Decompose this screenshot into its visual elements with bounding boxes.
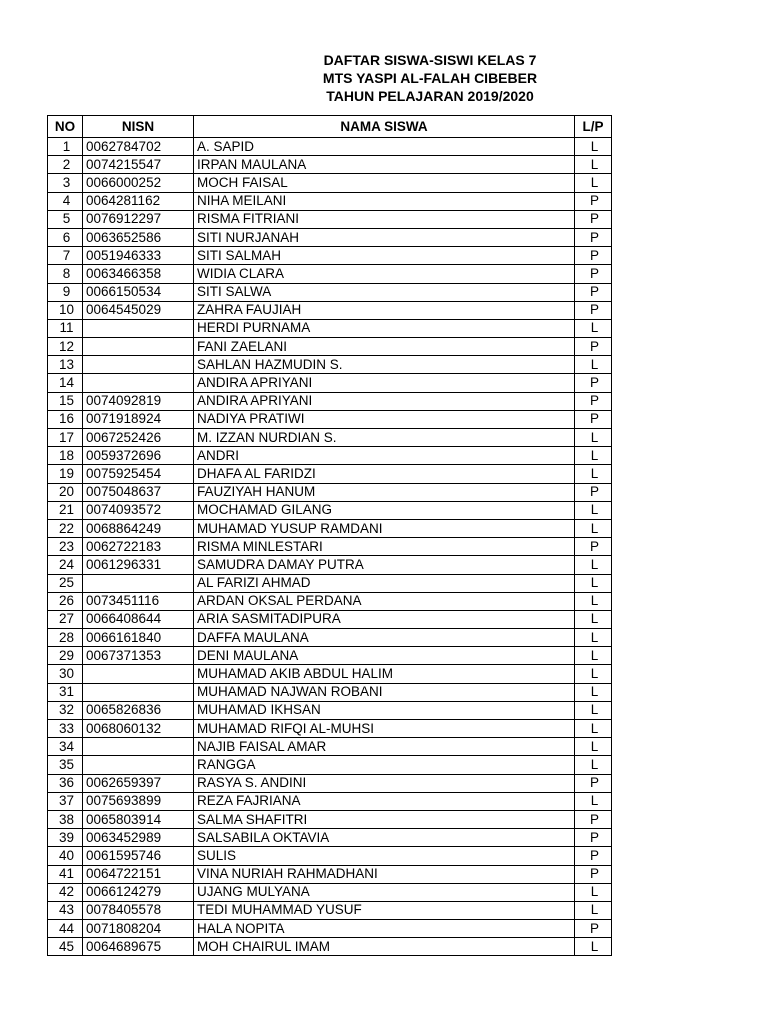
row-number: 17 bbox=[48, 429, 83, 447]
student-name-cell: HALA NOPITA bbox=[194, 920, 575, 938]
student-name-cell: VINA NURIAH RAHMADHANI bbox=[194, 865, 575, 883]
student-name-cell: HERDI PURNAMA bbox=[194, 319, 575, 337]
row-number: 35 bbox=[48, 756, 83, 774]
table-row bbox=[48, 392, 612, 410]
gender-cell: L bbox=[575, 465, 612, 483]
student-name-cell: WIDIA CLARA bbox=[194, 265, 575, 283]
student-name-cell: NADIYA PRATIWI bbox=[194, 410, 575, 428]
student-name-cell: ANDIRA APRIYANI bbox=[194, 392, 575, 410]
table-row bbox=[48, 610, 612, 628]
gender-cell: P bbox=[575, 228, 612, 246]
column-header-lp: L/P bbox=[575, 116, 612, 138]
row-number: 45 bbox=[48, 938, 83, 956]
table-row bbox=[48, 356, 612, 374]
student-name-cell: NIHA MEILANI bbox=[194, 192, 575, 210]
gender-cell: P bbox=[575, 483, 612, 501]
nisn-cell: 0065826836 bbox=[83, 701, 194, 719]
gender-cell: L bbox=[575, 901, 612, 919]
nisn-cell: 0067371353 bbox=[83, 647, 194, 665]
table-row bbox=[48, 592, 612, 610]
row-number: 19 bbox=[48, 465, 83, 483]
table-row bbox=[48, 301, 612, 319]
table-row bbox=[48, 756, 612, 774]
student-name-cell: ANDIRA APRIYANI bbox=[194, 374, 575, 392]
table-row bbox=[48, 210, 612, 228]
gender-cell: L bbox=[575, 556, 612, 574]
table-row bbox=[48, 774, 612, 792]
table-row bbox=[48, 174, 612, 192]
table-row bbox=[48, 265, 612, 283]
title-line-3: TAHUN PELAJARAN 2019/2020 bbox=[326, 88, 534, 104]
student-name-cell: RISMA MINLESTARI bbox=[194, 538, 575, 556]
nisn-cell bbox=[83, 356, 194, 374]
row-number: 5 bbox=[48, 210, 83, 228]
row-number: 31 bbox=[48, 683, 83, 701]
student-name-cell: SAHLAN HAZMUDIN S. bbox=[194, 356, 575, 374]
student-name-cell: ANDRI bbox=[194, 447, 575, 465]
column-header-nama-siswa: NAMA SISWA bbox=[194, 116, 575, 138]
table-header-row bbox=[48, 116, 612, 138]
nisn-cell: 0078405578 bbox=[83, 901, 194, 919]
row-number: 40 bbox=[48, 847, 83, 865]
nisn-cell: 0074093572 bbox=[83, 501, 194, 519]
student-name-cell: SALMA SHAFITRI bbox=[194, 810, 575, 828]
table-row bbox=[48, 228, 612, 246]
nisn-cell: 0075693899 bbox=[83, 792, 194, 810]
nisn-cell: 0066124279 bbox=[83, 883, 194, 901]
nisn-cell bbox=[83, 738, 194, 756]
row-number: 33 bbox=[48, 720, 83, 738]
row-number: 24 bbox=[48, 556, 83, 574]
row-number: 28 bbox=[48, 629, 83, 647]
row-number: 37 bbox=[48, 792, 83, 810]
nisn-cell: 0062659397 bbox=[83, 774, 194, 792]
table-row bbox=[48, 683, 612, 701]
student-name-cell: FANI ZAELANI bbox=[194, 338, 575, 356]
title-line-2: MTS YASPI AL-FALAH CIBEBER bbox=[322, 70, 538, 86]
nisn-cell: 0067252426 bbox=[83, 429, 194, 447]
table-row bbox=[48, 883, 612, 901]
row-number: 21 bbox=[48, 501, 83, 519]
gender-cell: P bbox=[575, 829, 612, 847]
gender-cell: L bbox=[575, 574, 612, 592]
gender-cell: L bbox=[575, 610, 612, 628]
table-row bbox=[48, 810, 612, 828]
row-number: 18 bbox=[48, 447, 83, 465]
row-number: 10 bbox=[48, 301, 83, 319]
nisn-cell: 0061595746 bbox=[83, 847, 194, 865]
student-name-cell: A. SAPID bbox=[194, 138, 575, 156]
student-name-cell: ZAHRA FAUJIAH bbox=[194, 301, 575, 319]
gender-cell: L bbox=[575, 356, 612, 374]
row-number: 36 bbox=[48, 774, 83, 792]
gender-cell: P bbox=[575, 210, 612, 228]
student-name-cell: DAFFA MAULANA bbox=[194, 629, 575, 647]
student-roster-table bbox=[47, 115, 612, 956]
nisn-cell: 0073451116 bbox=[83, 592, 194, 610]
student-name-cell: SITI NURJANAH bbox=[194, 228, 575, 246]
nisn-cell: 0061296331 bbox=[83, 556, 194, 574]
student-name-cell: MUHAMAD RIFQI AL-MUHSI bbox=[194, 720, 575, 738]
student-name-cell: SITI SALMAH bbox=[194, 247, 575, 265]
row-number: 30 bbox=[48, 665, 83, 683]
nisn-cell bbox=[83, 319, 194, 337]
gender-cell: L bbox=[575, 647, 612, 665]
student-name-cell: UJANG MULYANA bbox=[194, 883, 575, 901]
table-row bbox=[48, 629, 612, 647]
table-row bbox=[48, 720, 612, 738]
nisn-cell: 0051946333 bbox=[83, 247, 194, 265]
gender-cell: L bbox=[575, 883, 612, 901]
gender-cell: L bbox=[575, 447, 612, 465]
gender-cell: P bbox=[575, 283, 612, 301]
table-row bbox=[48, 792, 612, 810]
nisn-cell: 0063652586 bbox=[83, 228, 194, 246]
nisn-cell: 0074215547 bbox=[83, 156, 194, 174]
student-name-cell: SITI SALWA bbox=[194, 283, 575, 301]
column-header-nisn: NISN bbox=[83, 116, 194, 138]
table-row bbox=[48, 283, 612, 301]
table-row bbox=[48, 447, 612, 465]
row-number: 15 bbox=[48, 392, 83, 410]
student-name-cell: FAUZIYAH HANUM bbox=[194, 483, 575, 501]
gender-cell: P bbox=[575, 810, 612, 828]
table-row bbox=[48, 738, 612, 756]
column-header-no: NO bbox=[48, 116, 83, 138]
row-number: 6 bbox=[48, 228, 83, 246]
gender-cell: P bbox=[575, 301, 612, 319]
table-row bbox=[48, 247, 612, 265]
document-header bbox=[210, 51, 650, 105]
row-number: 44 bbox=[48, 920, 83, 938]
student-name-cell: MUHAMAD YUSUP RAMDANI bbox=[194, 519, 575, 537]
gender-cell: L bbox=[575, 738, 612, 756]
row-number: 20 bbox=[48, 483, 83, 501]
gender-cell: P bbox=[575, 338, 612, 356]
nisn-cell: 0064545029 bbox=[83, 301, 194, 319]
title-line-1: DAFTAR SISWA-SISWI KELAS 7 bbox=[323, 52, 537, 68]
nisn-cell: 0064689675 bbox=[83, 938, 194, 956]
student-name-cell: MOH CHAIRUL IMAM bbox=[194, 938, 575, 956]
row-number: 4 bbox=[48, 192, 83, 210]
gender-cell: L bbox=[575, 629, 612, 647]
student-name-cell: NAJIB FAISAL AMAR bbox=[194, 738, 575, 756]
table-row bbox=[48, 519, 612, 537]
gender-cell: P bbox=[575, 247, 612, 265]
gender-cell: L bbox=[575, 683, 612, 701]
row-number: 34 bbox=[48, 738, 83, 756]
gender-cell: P bbox=[575, 374, 612, 392]
gender-cell: L bbox=[575, 592, 612, 610]
nisn-cell: 0066000252 bbox=[83, 174, 194, 192]
gender-cell: P bbox=[575, 865, 612, 883]
gender-cell: P bbox=[575, 538, 612, 556]
student-name-cell: MOCH FAISAL bbox=[194, 174, 575, 192]
student-name-cell: M. IZZAN NURDIAN S. bbox=[194, 429, 575, 447]
nisn-cell: 0059372696 bbox=[83, 447, 194, 465]
row-number: 12 bbox=[48, 338, 83, 356]
row-number: 39 bbox=[48, 829, 83, 847]
student-name-cell: SAMUDRA DAMAY PUTRA bbox=[194, 556, 575, 574]
student-name-cell: DHAFA AL FARIDZI bbox=[194, 465, 575, 483]
nisn-cell: 0063466358 bbox=[83, 265, 194, 283]
nisn-cell: 0075048637 bbox=[83, 483, 194, 501]
nisn-cell: 0062722183 bbox=[83, 538, 194, 556]
row-number: 2 bbox=[48, 156, 83, 174]
table-row bbox=[48, 429, 612, 447]
gender-cell: L bbox=[575, 319, 612, 337]
student-name-cell: MUHAMAD IKHSAN bbox=[194, 701, 575, 719]
nisn-cell: 0075925454 bbox=[83, 465, 194, 483]
gender-cell: L bbox=[575, 138, 612, 156]
table-row bbox=[48, 901, 612, 919]
table-row bbox=[48, 920, 612, 938]
gender-cell: L bbox=[575, 156, 612, 174]
row-number: 41 bbox=[48, 865, 83, 883]
nisn-cell: 0071918924 bbox=[83, 410, 194, 428]
nisn-cell: 0064281162 bbox=[83, 192, 194, 210]
table-row bbox=[48, 156, 612, 174]
table-row bbox=[48, 701, 612, 719]
student-name-cell: MOCHAMAD GILANG bbox=[194, 501, 575, 519]
table-row bbox=[48, 829, 612, 847]
nisn-cell bbox=[83, 665, 194, 683]
gender-cell: P bbox=[575, 847, 612, 865]
nisn-cell bbox=[83, 574, 194, 592]
nisn-cell: 0064722151 bbox=[83, 865, 194, 883]
student-name-cell: RANGGA bbox=[194, 756, 575, 774]
nisn-cell: 0066161840 bbox=[83, 629, 194, 647]
student-name-cell: MUHAMAD NAJWAN ROBANI bbox=[194, 683, 575, 701]
table-row bbox=[48, 483, 612, 501]
gender-cell: L bbox=[575, 792, 612, 810]
student-name-cell: IRPAN MAULANA bbox=[194, 156, 575, 174]
row-number: 13 bbox=[48, 356, 83, 374]
nisn-cell: 0066150534 bbox=[83, 283, 194, 301]
table-row bbox=[48, 665, 612, 683]
row-number: 9 bbox=[48, 283, 83, 301]
row-number: 43 bbox=[48, 901, 83, 919]
gender-cell: L bbox=[575, 665, 612, 683]
row-number: 42 bbox=[48, 883, 83, 901]
nisn-cell: 0068060132 bbox=[83, 720, 194, 738]
row-number: 27 bbox=[48, 610, 83, 628]
row-number: 8 bbox=[48, 265, 83, 283]
gender-cell: P bbox=[575, 392, 612, 410]
student-name-cell: ARDAN OKSAL PERDANA bbox=[194, 592, 575, 610]
row-number: 11 bbox=[48, 319, 83, 337]
gender-cell: L bbox=[575, 519, 612, 537]
row-number: 38 bbox=[48, 810, 83, 828]
table-row bbox=[48, 192, 612, 210]
row-number: 16 bbox=[48, 410, 83, 428]
gender-cell: L bbox=[575, 501, 612, 519]
student-name-cell: TEDI MUHAMMAD YUSUF bbox=[194, 901, 575, 919]
table-row bbox=[48, 938, 612, 956]
nisn-cell: 0071808204 bbox=[83, 920, 194, 938]
student-name-cell: RISMA FITRIANI bbox=[194, 210, 575, 228]
nisn-cell: 0062784702 bbox=[83, 138, 194, 156]
nisn-cell bbox=[83, 338, 194, 356]
nisn-cell bbox=[83, 374, 194, 392]
row-number: 14 bbox=[48, 374, 83, 392]
nisn-cell bbox=[83, 683, 194, 701]
nisn-cell: 0076912297 bbox=[83, 210, 194, 228]
student-name-cell: ARIA SASMITADIPURA bbox=[194, 610, 575, 628]
gender-cell: L bbox=[575, 429, 612, 447]
gender-cell: P bbox=[575, 920, 612, 938]
student-name-cell: RASYA S. ANDINI bbox=[194, 774, 575, 792]
gender-cell: P bbox=[575, 192, 612, 210]
row-number: 23 bbox=[48, 538, 83, 556]
table-row bbox=[48, 574, 612, 592]
table-row bbox=[48, 138, 612, 156]
nisn-cell bbox=[83, 756, 194, 774]
gender-cell: L bbox=[575, 756, 612, 774]
gender-cell: P bbox=[575, 774, 612, 792]
table-row bbox=[48, 647, 612, 665]
gender-cell: P bbox=[575, 265, 612, 283]
table-row bbox=[48, 847, 612, 865]
row-number: 1 bbox=[48, 138, 83, 156]
student-name-cell: MUHAMAD AKIB ABDUL HALIM bbox=[194, 665, 575, 683]
row-number: 32 bbox=[48, 701, 83, 719]
nisn-cell: 0063452989 bbox=[83, 829, 194, 847]
nisn-cell: 0068864249 bbox=[83, 519, 194, 537]
row-number: 26 bbox=[48, 592, 83, 610]
row-number: 29 bbox=[48, 647, 83, 665]
table-row bbox=[48, 556, 612, 574]
student-name-cell: AL FARIZI AHMAD bbox=[194, 574, 575, 592]
row-number: 7 bbox=[48, 247, 83, 265]
table-row bbox=[48, 319, 612, 337]
gender-cell: P bbox=[575, 410, 612, 428]
nisn-cell: 0065803914 bbox=[83, 810, 194, 828]
row-number: 25 bbox=[48, 574, 83, 592]
gender-cell: L bbox=[575, 701, 612, 719]
row-number: 3 bbox=[48, 174, 83, 192]
nisn-cell: 0074092819 bbox=[83, 392, 194, 410]
table-row bbox=[48, 501, 612, 519]
gender-cell: L bbox=[575, 174, 612, 192]
student-name-cell: DENI MAULANA bbox=[194, 647, 575, 665]
gender-cell: L bbox=[575, 938, 612, 956]
student-name-cell: SULIS bbox=[194, 847, 575, 865]
table-body bbox=[48, 138, 612, 956]
table-row bbox=[48, 538, 612, 556]
nisn-cell: 0066408644 bbox=[83, 610, 194, 628]
table-row bbox=[48, 374, 612, 392]
table-row bbox=[48, 338, 612, 356]
gender-cell: L bbox=[575, 720, 612, 738]
student-name-cell: REZA FAJRIANA bbox=[194, 792, 575, 810]
row-number: 22 bbox=[48, 519, 83, 537]
table-row bbox=[48, 410, 612, 428]
student-name-cell: SALSABILA OKTAVIA bbox=[194, 829, 575, 847]
table-row bbox=[48, 465, 612, 483]
table-row bbox=[48, 865, 612, 883]
